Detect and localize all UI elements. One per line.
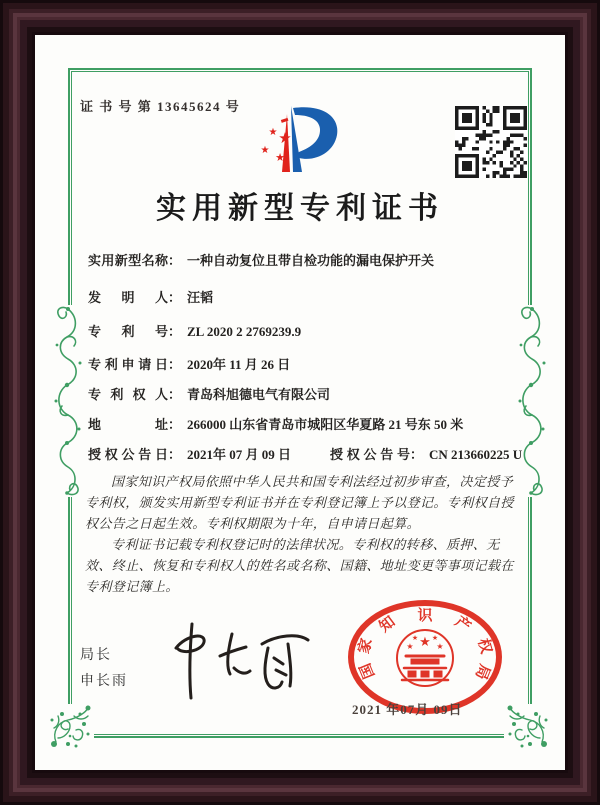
field-value: 2021年 07 月 09 日 <box>187 447 292 462</box>
svg-text:★: ★ <box>260 145 270 156</box>
cnipa-logo <box>240 100 360 180</box>
field-row-patentee <box>88 384 330 403</box>
field-label: 授权公告号 <box>330 447 410 462</box>
flourish-icon <box>50 305 86 497</box>
field-label: 专利权人 <box>88 387 168 402</box>
qr-code <box>455 106 527 178</box>
svg-text:★: ★ <box>419 635 431 650</box>
field-value: 青岛科旭德电气有限公司 <box>187 387 331 402</box>
field-label: 专利申请日 <box>88 357 168 372</box>
field-colon: ： <box>168 290 182 305</box>
field-row-patent-no <box>88 321 301 340</box>
signatory-title: 局长 <box>80 646 112 662</box>
signature-icon <box>152 618 320 708</box>
certificate-number: 证 书 号 第 13645624 号 <box>80 99 241 114</box>
field-colon: ： <box>168 447 182 462</box>
svg-text:★: ★ <box>275 151 285 164</box>
seal-char: 国 <box>357 660 379 681</box>
field-label: 专利号 <box>88 324 168 339</box>
legal-paragraph-1: 国家知识产权局依照中华人民共和国专利法经过初步审查，决定授予专利权，颁发实用新型专利证书并在专利登记簿上予以登记。专利权自授权公告之日起生效。专利权期限为十年，自申请日起算。 <box>85 474 514 531</box>
legal-paragraph-2: 专利证书记载专利权登记时的法律状况。专利权的转移、质押、无效、终止、恢复和专利权人的姓名或名称、国籍、地址变更等事项记载在专利登记簿上。 <box>85 537 514 594</box>
right-flourish-ornament <box>514 305 550 497</box>
field-label: 发明人 <box>88 290 168 305</box>
field-value: 一种自动复位且带自检功能的漏电保护开关 <box>187 253 435 268</box>
flourish-icon <box>514 305 550 497</box>
field-row-address <box>88 414 463 433</box>
svg-text:★: ★ <box>411 634 419 642</box>
signatory-name: 申长雨 <box>80 672 128 688</box>
legal-text <box>85 471 519 597</box>
field-value: 266000 山东省青岛市城阳区华夏路 21 号东 50 米 <box>187 417 464 432</box>
floral-corner-icon <box>504 704 550 750</box>
field-colon: ： <box>168 387 182 402</box>
field-value: 2020年 11 月 26 日 <box>187 357 291 372</box>
svg-text:★: ★ <box>436 642 444 651</box>
signatory-block <box>80 641 128 693</box>
svg-text:★: ★ <box>268 127 278 138</box>
field-colon: ： <box>168 324 182 339</box>
seal-char: 家 <box>356 636 376 656</box>
seal-char: 产 <box>451 613 474 636</box>
field-label: 地址 <box>88 417 168 432</box>
seal-char: 知 <box>376 613 399 636</box>
left-flourish-ornament <box>50 305 86 497</box>
seal-char: 识 <box>417 608 433 624</box>
director-signature <box>152 618 320 708</box>
field-label: 授权公告日 <box>88 447 168 462</box>
national-emblem-icon <box>397 630 453 686</box>
qr-code-icon <box>455 106 527 178</box>
bottom-left-floral-ornament <box>48 704 94 750</box>
seal-date: 2021 年07月 09日 <box>352 702 463 717</box>
field-colon: ： <box>410 447 424 462</box>
field-row-name <box>88 250 434 269</box>
svg-text:★: ★ <box>406 642 414 651</box>
field-value: 汪韬 <box>187 290 214 305</box>
field-label: 实用新型名称 <box>88 253 168 268</box>
seal-char: 权 <box>474 636 494 656</box>
field-value: CN 213660225 U <box>429 447 523 462</box>
bottom-right-floral-ornament <box>504 704 550 750</box>
field-colon: ： <box>168 253 182 268</box>
field-value: ZL 2020 2 2769239.9 <box>187 324 302 339</box>
certificate-title: 实用新型专利证书 <box>156 192 444 225</box>
seal-char: 局 <box>471 661 493 682</box>
field-row-filing-date <box>88 354 290 373</box>
field-colon: ： <box>168 357 182 372</box>
svg-text:★: ★ <box>278 129 292 147</box>
field-grant-no <box>330 447 522 462</box>
field-grant-date <box>88 444 330 463</box>
field-row-inventor <box>88 287 213 306</box>
svg-text:★: ★ <box>431 634 439 642</box>
field-colon: ： <box>168 417 182 432</box>
floral-corner-icon <box>48 704 94 750</box>
field-row-grant <box>88 444 522 463</box>
cnipa-logo-icon <box>240 100 360 180</box>
